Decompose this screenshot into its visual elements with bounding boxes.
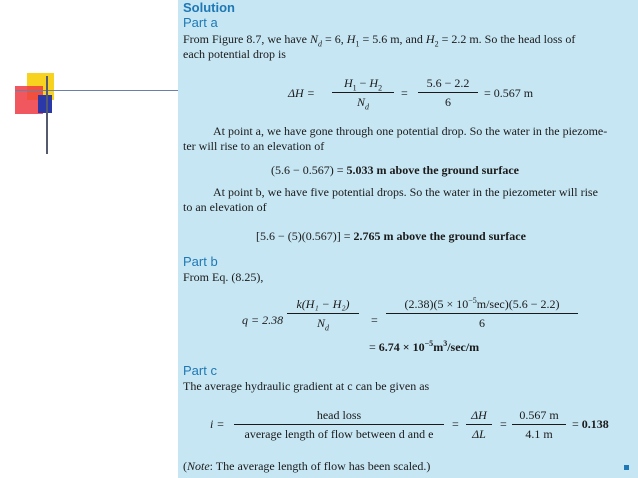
part-b-title: Part b — [183, 254, 218, 269]
delta-h-equals: = — [401, 86, 408, 100]
solution-title: Solution — [183, 0, 235, 15]
part-c-title: Part c — [183, 363, 217, 378]
i-fraction-3: $\frac{0.567 m}{4.1 m}$ — [512, 408, 566, 442]
i-equals-2: = — [500, 417, 507, 431]
i-fraction-2: $\frac{\Delta H}{\Delta L}$ — [466, 408, 492, 442]
q-fraction-1: $\frac{\text{k(H₁ − H₂)}}{N_d}$ — [287, 297, 359, 331]
delta-h-fraction-2: $\frac{5.6 - 2.2}{6}$ — [418, 76, 478, 110]
delta-h-result: = 0.567 m — [484, 86, 534, 100]
part-b-intro: From Eq. (8.25), — [183, 270, 264, 284]
deco-vertical-line — [46, 76, 48, 154]
end-marker-square — [624, 465, 629, 470]
q-lhs: q = 2.38 — [242, 313, 284, 327]
i-lhs: i = — [210, 417, 225, 431]
point-b-line2: to an elevation of — [183, 200, 267, 214]
point-a-line1: At point a, we have gone through one potential drop. So the water in the piezome- — [213, 124, 608, 138]
point-b-elevation: [5.6 − (5)(0.567)] = 2.765 m above the ground surface — [256, 229, 526, 243]
i-fraction-1: head loss average length of flow between d and e — [234, 408, 444, 442]
part-a-intro-line2: each potential drop is — [183, 47, 286, 61]
point-a-line2: ter will rise to an elevation of — [183, 139, 325, 153]
i-equals-1: = — [452, 417, 459, 431]
part-a-title: Part a — [183, 15, 218, 30]
delta-h-fraction-1: $\frac{H_1 - H_2}{N_d}$ — [332, 76, 394, 110]
q-result: = $6.74 \times 10^{-5}m^3/\sec/m$ — [369, 339, 480, 354]
q-fraction-2: $(2.38)(5 \times 10^{-5}m/\sec)(5.6 - 2.2)$ 6 — [386, 297, 578, 331]
point-b-line1: At point b, we have five potential drops. So the water in the piezometer will rise — [213, 185, 598, 199]
part-c-note: (Note: The average length of flow has been scaled.) — [183, 459, 431, 473]
i-result: = 0.138 — [572, 417, 609, 431]
q-equals: = — [371, 313, 378, 327]
part-c-intro: The average hydraulic gradient at c can be given as — [183, 379, 430, 393]
deco-blue-square — [38, 95, 52, 113]
part-a-intro-line1: From Figure 8.7, we have $N_d = 6$, $H_1 = 5.6$ m, and $H_2 = 2.2$ m. So the head loss of — [183, 32, 576, 49]
deco-horizontal-line — [15, 90, 180, 91]
point-a-elevation: (5.6 − 0.567) = 5.033 m above the ground surface — [271, 163, 519, 177]
delta-h-lhs: ΔH = — [288, 86, 315, 100]
